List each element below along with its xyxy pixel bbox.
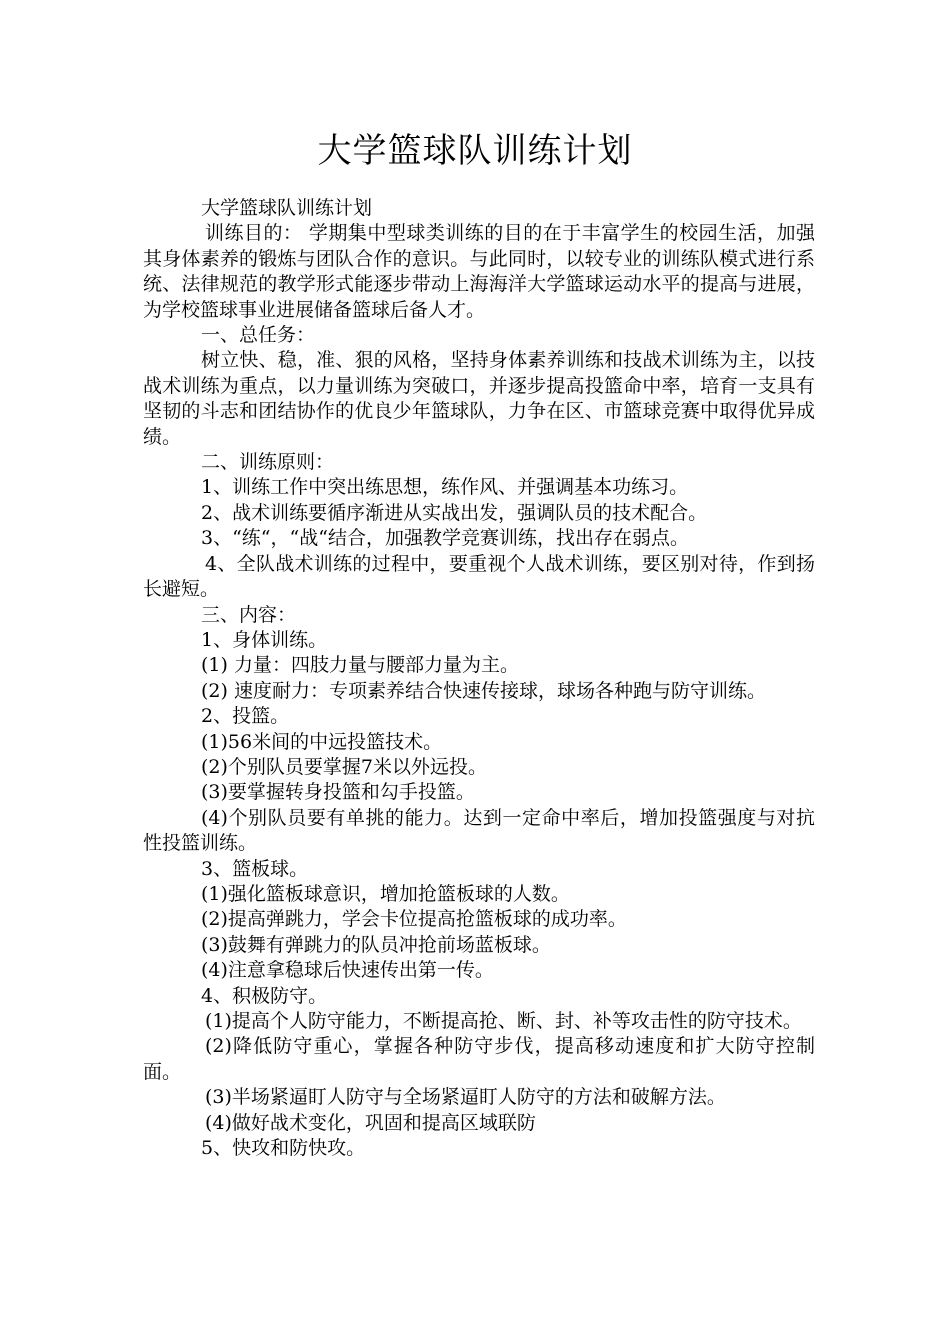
paragraph: 二、训练原则： <box>201 451 335 474</box>
paragraph: (4)做好战术变化，巩固和提高区域联防 <box>205 1111 536 1134</box>
paragraph: (1)强化篮板球意识，增加抢篮板球的人数。 <box>201 882 570 905</box>
document-title: 大学篮球队训练计划 <box>317 131 633 171</box>
paragraph: (1)56米间的中远投篮技术。 <box>201 730 443 753</box>
paragraph: 1、身体训练。 <box>201 628 328 651</box>
paragraph: 1、训练工作中突出练思想，练作风、并强调基本功练习。 <box>201 476 689 499</box>
paragraph: (1) 力量：四肢力量与腰部力量为主。 <box>201 654 519 677</box>
paragraph: 2、战术训练要循序渐进从实战出发，强调队员的技术配合。 <box>201 501 708 524</box>
paragraph: (4)注意拿稳球后快速传出第一传。 <box>201 959 494 982</box>
paragraph: 树立快、稳，准、狠的风格，坚持身体素养训练和技战术训练为主，以技战术训练为重点，以力量训练为突破口，并逐步提高投篮命中率，培育一支具有坚韧的斗志和团结协作的优良少年篮球队，力争在区、市篮球竞赛中取得优异成绩。 <box>143 349 815 448</box>
paragraph: 3、“练“，“战“结合，加强教学竞赛训练，找出存在弱点。 <box>201 527 689 550</box>
paragraph: (2)降低防守重心，掌握各种防守步伐，提高移动速度和扩大防守控制面。 <box>143 1035 815 1083</box>
paragraph: 2、投篮。 <box>201 705 290 728</box>
paragraph: (3)半场紧逼盯人防守与全场紧逼盯人防守的方法和破解方法。 <box>205 1086 726 1109</box>
paragraph: 5、快攻和防快攻。 <box>201 1137 366 1160</box>
paragraph: 大学篮球队训练计划 <box>201 197 373 219</box>
paragraph: 4、全队战术训练的过程中，要重视个人战术训练，要区别对待，作到扬长避短。 <box>143 552 815 601</box>
paragraph: (2) 速度耐力：专项素养结合快速传接球，球场各种跑与防守训练。 <box>201 679 766 702</box>
paragraph: 三、内容： <box>201 603 297 626</box>
paragraph: 3、篮板球。 <box>201 857 309 880</box>
paragraph: (3)鼓舞有弹跳力的队员冲抢前场蓝板球。 <box>201 933 551 956</box>
paragraph: 一、总任务： <box>201 324 316 347</box>
paragraph: (3)要掌握转身投篮和勾手投篮。 <box>201 781 475 804</box>
paragraph: (2)个别队员要掌握7米以外远投。 <box>201 755 488 778</box>
paragraph: (1)提高个人防守能力，不断提高抢、断、封、补等攻击性的防守技术。 <box>205 1010 802 1032</box>
document-body <box>143 196 815 1161</box>
paragraph: (2)提高弹跳力，学会卡位提高抢篮板球的成功率。 <box>201 908 627 931</box>
paragraph: (4)个别队员要有单挑的能力。达到一定命中率后，增加投篮强度与对抗 性投篮训练。 <box>143 806 815 855</box>
paragraph: 4、积极防守。 <box>201 984 328 1007</box>
paragraph: 训练目的： 学期集中型球类训练的目的在于丰富学生的校园生活，加强其身体素养的锻炼与团队合作的意识。与此同时，以较专业的训练队模式进行系统、法律规范的教学形式能逐步带动上海海洋大学篮球运动水平的提高与进展，为学校篮球事业进展储备篮球后备人才。 <box>143 222 815 321</box>
